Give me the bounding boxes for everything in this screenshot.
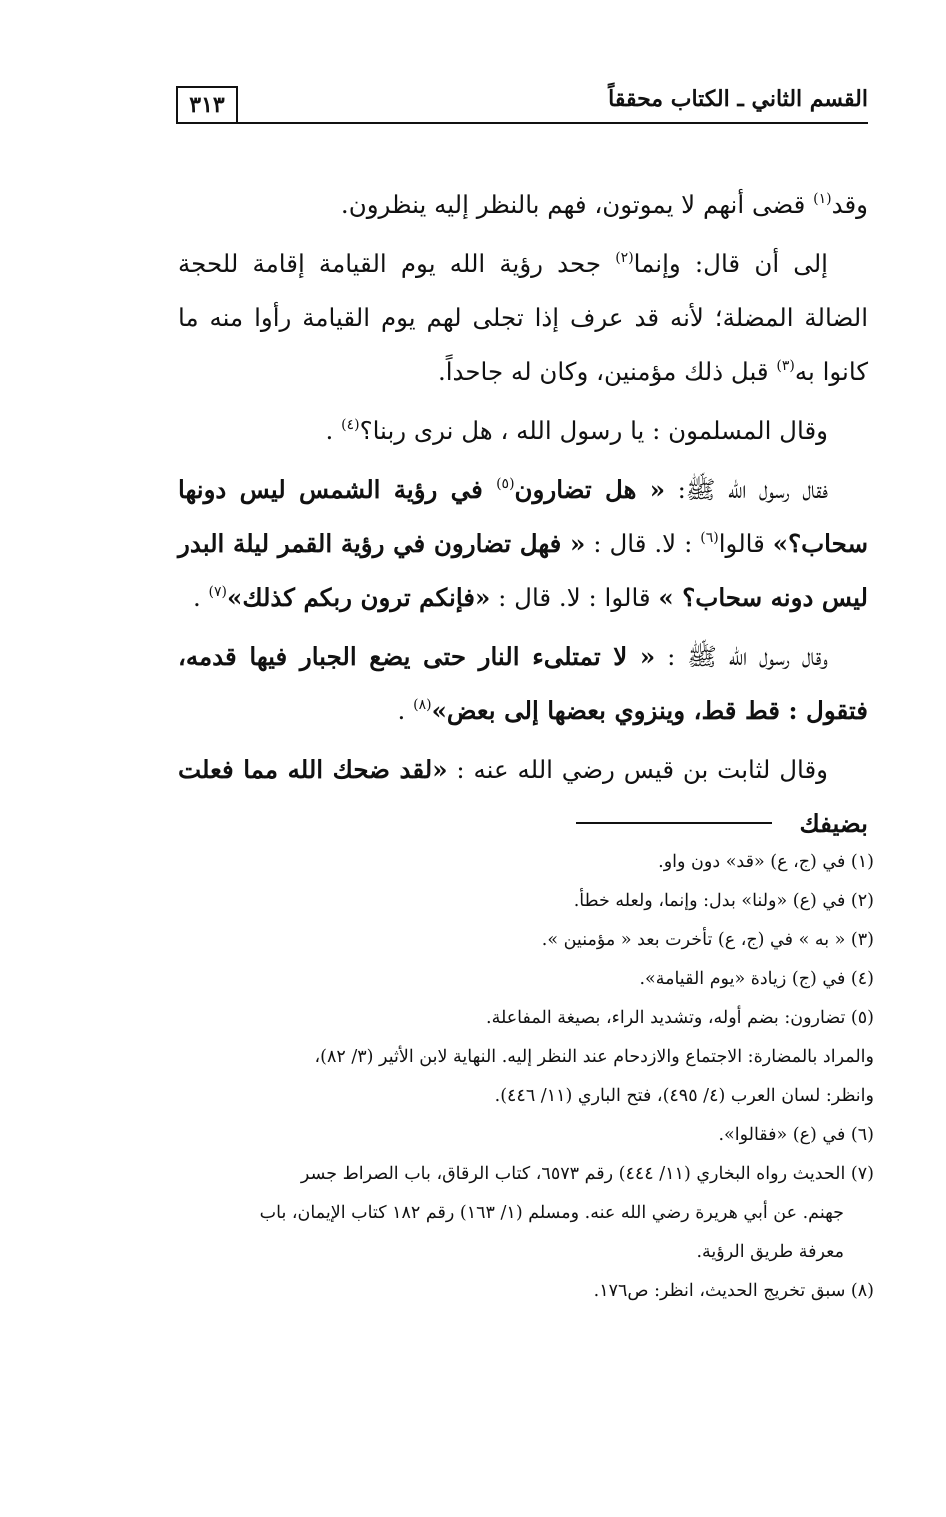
body-text: وقال المسلمون : يا رسول الله ، هل نرى ربنا؟ [359,416,828,445]
footnote-line: (٢) في (ع) «ولنا» بدل: وإنما، ولعله خطأ. [573,891,874,911]
footnote-line: (٧) الحديث رواه البخاري (١١/ ٤٤٤) رقم ٦٥٧٣، كتاب الرقاق، باب الصراط جسر [300,1164,874,1184]
footnote-line: جهنم. عن أبي هريرة رضي الله عنه. ومسلم (١/ ١٦٣) رقم ١٨٢ كتاب الإيمان، باب [259,1203,844,1223]
body-text: فقال رسول الله ﷺ: [665,475,829,504]
hadith-quote: «لقد ضحك الله مما فعلت بضيفك [178,755,868,838]
page-number: ٣١٣ [176,86,238,122]
body-paragraph [178,463,868,625]
hadith-quote: «فإنكم ترون ربكم كذلك» [227,583,491,612]
body-text: : لا. قال : [585,529,701,558]
footnote-line: (٨) سبق تخريج الحديث، انظر: ص١٧٦. [593,1281,874,1301]
footnote-marker: (٦) [700,530,719,546]
footnote-marker: (٨) [413,697,432,713]
header-rule [176,122,868,124]
body-paragraph [178,743,868,851]
body-text: جحد رؤية الله يوم القيامة إقامة للحجة الضالة المضلة؛ لأنه قد عرف إذا تجلى لهم يوم القيامة رأوا منه ما كانوا به [178,249,868,386]
body-paragraph [178,237,868,399]
footnote-separator [576,822,772,824]
footnote [174,921,874,960]
footnote [174,882,874,921]
hadith-quote: في رؤية الشمس ليس دونها سحاب؟» [178,475,868,558]
body-text: وقال رسول الله ﷺ : [655,642,828,671]
footnote-marker: (١) [813,191,832,207]
footnote [174,1155,874,1272]
body-text: قالوا [718,529,773,558]
footnote-line: وانظر: لسان العرب (٤/ ٤٩٥)، فتح الباري (١١/ ٤٤٦). [494,1086,874,1106]
footnote-marker: (٥) [496,476,515,492]
body-text: إلى أن قال: وإنما [633,249,828,278]
hadith-quote: « هل تضارون [514,475,666,504]
hadith-quote: « لا تمتلىء النار حتى يضع الجبار فيها قدمه، فتقول : قط قط، وينزوي بعضها إلى بعض» [178,642,868,725]
footnote-marker: (٤) [341,417,360,433]
footnote-line: (٣) « به » في (ج، ع) تأخرت بعد « مؤمنين ». [541,930,874,950]
footnote [174,999,874,1038]
body-text: . [397,696,414,725]
body-text: قضى أنهم لا يموتون، فهم بالنظر إليه ينظرون. [340,190,814,219]
body-text: . [325,416,342,445]
footnote [174,1116,874,1155]
body-paragraph [178,630,868,738]
running-header-title: القسم الثاني ـ الكتاب محققاً [608,86,868,112]
footnote [174,843,874,882]
footnotes-section [174,843,874,1311]
footnote-line: (٥) تضارون: بضم أوله، وتشديد الراء، بصيغة المفاعلة. [486,1008,874,1028]
hadith-quote: « فهل تضارون في رؤية القمر ليلة البدر ليس دونه سحاب؟ » [178,529,868,612]
footnote [174,1272,874,1311]
body-text: قبل ذلك مؤمنين، وكان له جاحداً. [437,357,777,386]
footnote-line: معرفة طريق الرؤية. [696,1242,844,1262]
footnote-marker: (٣) [776,358,795,374]
footnote-marker: (٢) [615,250,634,266]
footnote [174,1038,874,1116]
body-text: وقد [831,190,868,219]
body-paragraph [178,178,868,232]
body-text: . [192,583,209,612]
main-text-body [178,178,868,856]
body-paragraph [178,404,868,458]
body-text: وقال لثابت بن قيس رضي الله عنه : [447,755,828,784]
footnote-marker: (٧) [208,584,227,600]
footnote-line: (٤) في (ج) زيادة «يوم القيامة». [639,969,874,989]
footnote [174,960,874,999]
footnote-line: والمراد بالمضارة: الاجتماع والازدحام عند النظر إليه. النهاية لابن الأثير (٣/ ٨٢)، [314,1047,874,1067]
body-text: قالوا : لا. قال : [490,583,659,612]
footnote-line: (٦) في (ع) «فقالوا». [718,1125,874,1145]
footnote-line: (١) في (ج، ع) «قد» دون واو. [658,852,874,872]
